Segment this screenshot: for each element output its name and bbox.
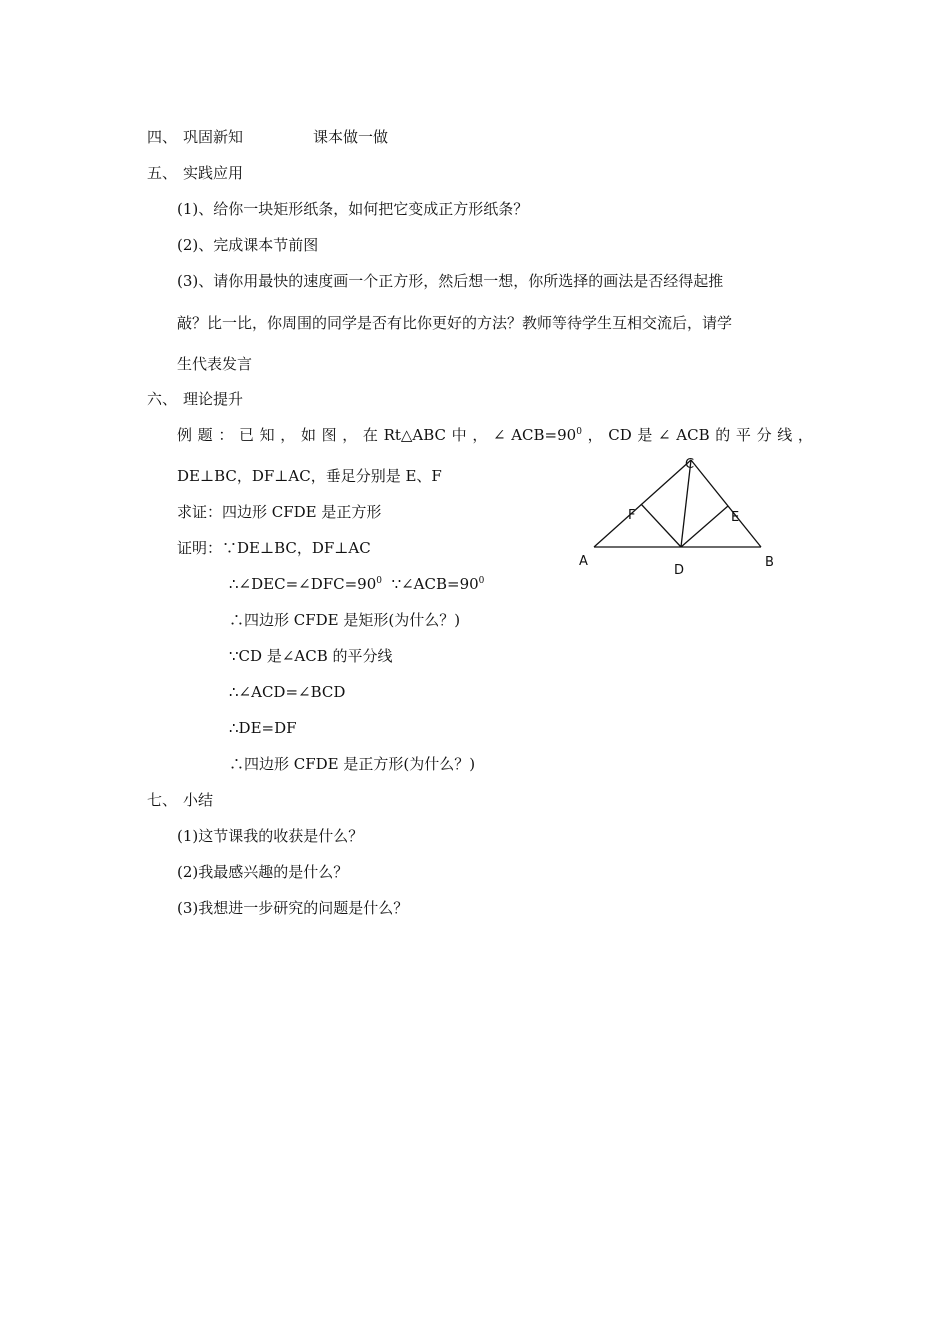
- section-4-extra: 课本做一做: [313, 128, 389, 146]
- label-c: C: [685, 457, 695, 472]
- example-statement: 例 题 ： 已 知 ， 如 图 ， 在 Rt△ABC 中 ， ∠ $ACB=90^0$ ， CD 是 ∠ ACB 的 平 分 线 ，: [177, 426, 813, 444]
- triangle-figure: [570, 450, 790, 580]
- proof-line-4: ∵CD 是∠ACB 的平分线: [229, 647, 393, 665]
- proof-label: 证明：: [177, 539, 223, 557]
- section-4-title: 巩固新知: [183, 128, 244, 146]
- summary-item-3: (3)我想进一步研究的问题是什么？: [177, 899, 409, 917]
- section-5-number: 五、: [147, 164, 178, 182]
- section-7-title: 小结: [183, 791, 214, 809]
- label-d: D: [674, 563, 685, 578]
- segment-ac: [594, 460, 691, 547]
- proof-line-2: $\therefore\angle DEC=\angle DFC=90^0$ $\because\angle ACB=90^0$: [229, 575, 485, 593]
- segment-df: [641, 504, 681, 547]
- label-e: E: [731, 510, 740, 525]
- example-prove: 求证：四边形 CFDE 是正方形: [177, 503, 382, 521]
- section-7-number: 七、: [147, 791, 178, 809]
- summary-item-2: (2)我最感兴趣的是什么？: [177, 863, 349, 881]
- label-a: A: [579, 554, 588, 569]
- example-given: DE⊥BC，DF⊥AC，垂足分别是 E、F: [177, 467, 442, 485]
- segment-cd: [681, 460, 691, 547]
- section-5-title: 实践应用: [183, 164, 244, 182]
- practice-item-3-cont: 敲？比一比，你周围的同学是否有比你更好的方法？教师等待学生互相交流后，请学: [177, 314, 733, 332]
- section-6-title: 理论提升: [183, 390, 244, 408]
- proof-line-7: ∴四边形 CFDE 是正方形(为什么？): [229, 755, 476, 773]
- segment-bc: [691, 460, 761, 547]
- proof-line-3: ∴四边形 CFDE 是矩形(为什么？): [229, 611, 461, 629]
- proof-line-5: ∴∠ACD=∠BCD: [229, 683, 346, 701]
- summary-item-1: (1)这节课我的收获是什么？: [177, 827, 364, 845]
- label-f: F: [628, 508, 636, 523]
- section-6-number: 六、: [147, 390, 178, 408]
- practice-item-1: (1)、给你一块矩形纸条，如何把它变成正方形纸条？: [177, 200, 529, 218]
- practice-item-3: (3)、请你用最快的速度画一个正方形，然后想一想，你所选择的画法是否经得起推: [177, 272, 724, 290]
- label-b: B: [765, 555, 774, 570]
- proof-line-1: 证明：∵DE⊥BC，DF⊥AC: [177, 539, 371, 557]
- practice-item-3-end: 生代表发言: [177, 355, 253, 373]
- practice-item-2: (2)、完成课本节前图: [177, 236, 319, 254]
- segment-de: [681, 506, 728, 547]
- section-4-number: 四、: [147, 128, 178, 146]
- proof-line-6: ∴DE=DF: [229, 719, 297, 737]
